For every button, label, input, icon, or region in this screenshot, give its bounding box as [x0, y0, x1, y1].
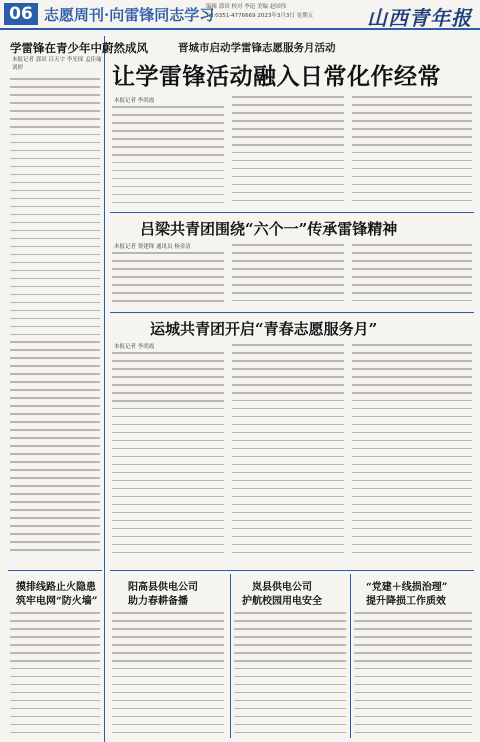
lvliang-body-col1	[112, 252, 224, 310]
lvliang-headline: 吕梁共青团围绕“六个一”传承雷锋精神	[140, 220, 398, 238]
sidebar-divider	[8, 570, 102, 571]
column-divider	[104, 36, 105, 742]
lvliang-body-col2	[232, 244, 344, 310]
main-story-body-col3	[352, 96, 472, 210]
bottom-story-1-headline-line1: 阳高县供电公司	[128, 582, 198, 593]
column-divider	[350, 574, 351, 738]
bottom-story-1-headline-line2: 助力春耕备播	[128, 596, 188, 607]
lvliang-byline: 本报记者 贾建锋 通讯员 杨金清	[114, 244, 191, 250]
left-story-body	[10, 78, 100, 558]
bottom-story-3-headline-line1: “党建＋线损治理”	[366, 582, 448, 593]
page-number: 06	[4, 3, 38, 25]
phone-line: Tel:0351-4776669 2023年3月3日 星期五	[206, 13, 314, 19]
bottom-story-2-body	[234, 612, 346, 738]
bottom-story-3-headline-line2: 提升降损工作质效	[366, 596, 446, 607]
story-divider	[110, 312, 474, 313]
sidebar-headline-line2: 筑牢电网“防火墙”	[16, 596, 98, 607]
story-divider	[110, 570, 474, 571]
main-story-byline: 本报记者 李尚霞	[114, 98, 155, 104]
main-story-body-col2	[232, 96, 344, 210]
section-title: 志愿周刊·向雷锋同志学习	[44, 6, 215, 24]
main-story-kicker: 晋城市启动学雷锋志愿服务月活动	[178, 42, 336, 54]
yuncheng-body-col1	[112, 352, 224, 566]
lvliang-body-col3	[352, 244, 472, 310]
yuncheng-body-col2	[232, 344, 344, 566]
left-story-headline: 学雷锋在青少年中蔚然成风	[10, 41, 148, 55]
column-divider	[230, 574, 231, 738]
newspaper-brand: 山西青年报	[367, 6, 472, 30]
main-story-body-col1	[112, 106, 224, 210]
bottom-story-2-headline-line2: 护航校园用电安全	[242, 596, 322, 607]
masthead	[0, 0, 480, 30]
yuncheng-headline: 运城共青团开启“青春志愿服务月”	[150, 320, 378, 338]
sidebar-body	[10, 612, 100, 738]
story-divider	[110, 212, 474, 213]
bottom-story-1-body	[112, 612, 224, 738]
editor-line: 编辑 郭田 校对 李迅 美编 赵国伟	[206, 4, 287, 10]
bottom-story-3-body	[354, 612, 472, 738]
editor-info	[206, 3, 313, 21]
yuncheng-byline: 本报记者 李尚霞	[114, 344, 155, 350]
sidebar-headline-line1: 摸排线路止火隐患	[16, 582, 96, 593]
left-story-byline: 本报记者 郭田 吕天宇 李光琛 孟佳瑜 刘婷	[12, 57, 102, 71]
yuncheng-body-col3	[352, 344, 472, 566]
bottom-story-2-headline-line1: 岚县供电公司	[252, 582, 312, 593]
main-story-headline: 让学雷锋活动融入日常化作经常	[112, 63, 441, 90]
